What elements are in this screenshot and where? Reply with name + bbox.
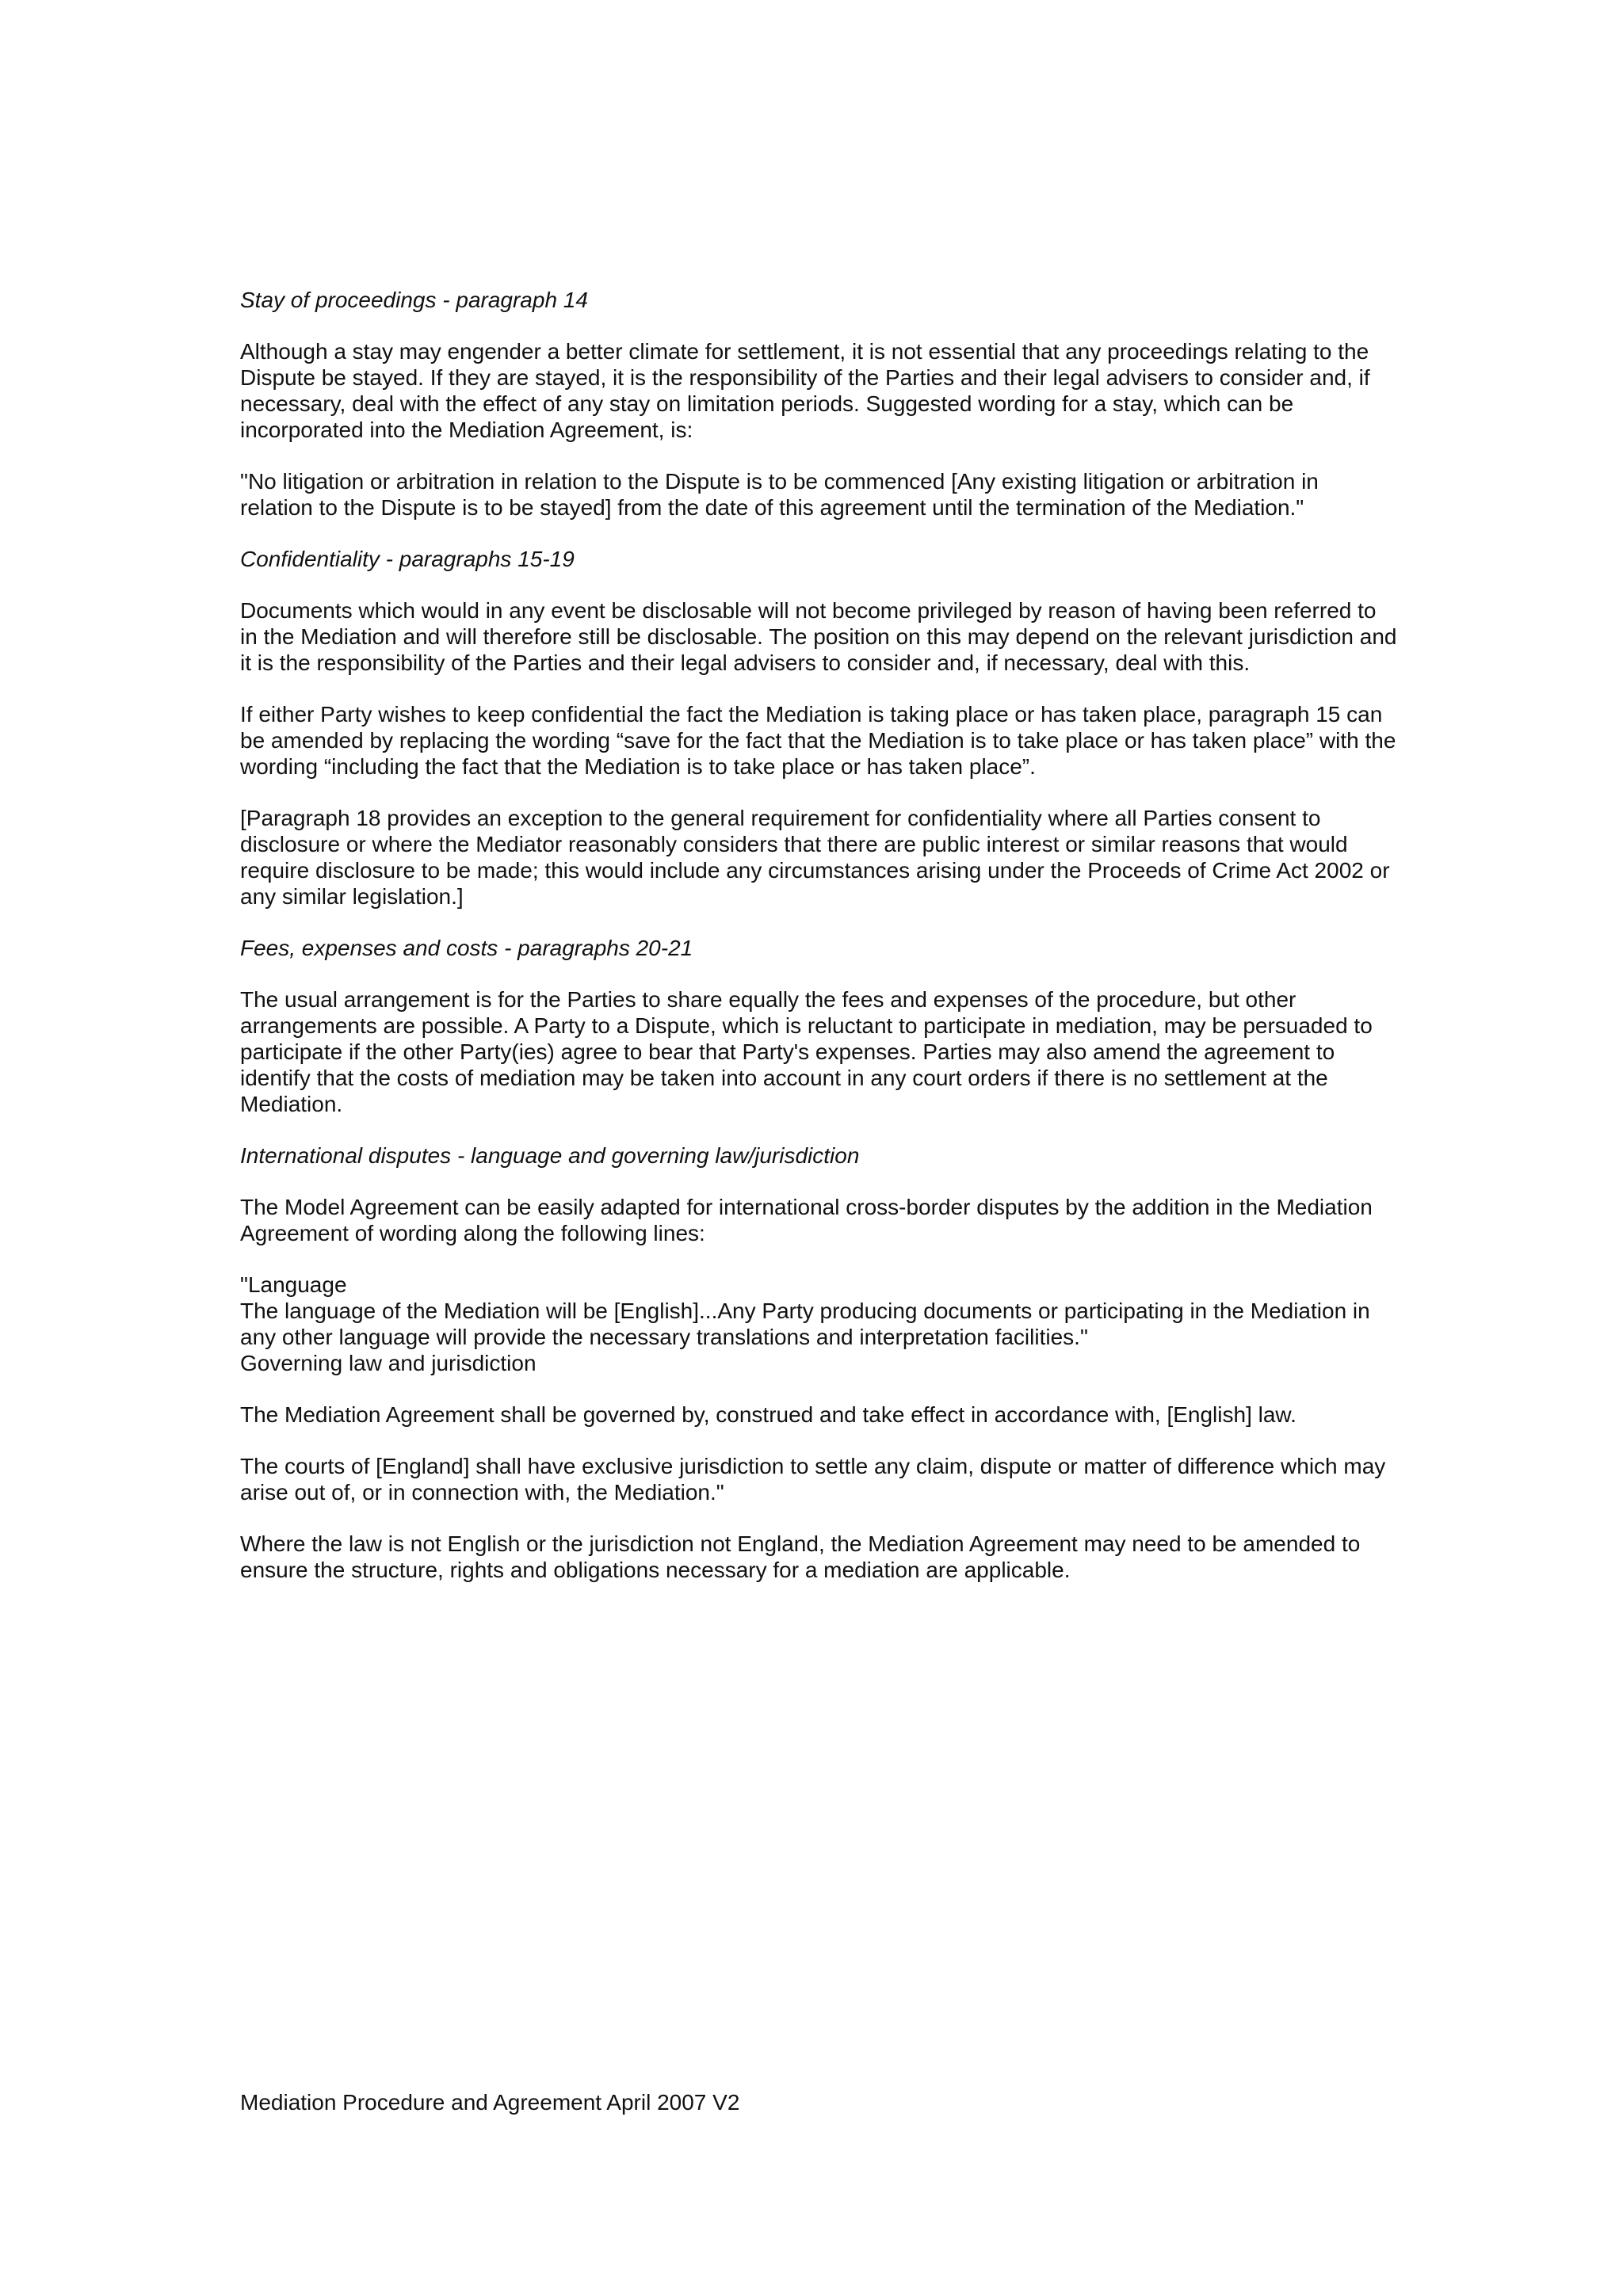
international-paragraph-1: The Model Agreement can be easily adapted for international cross-border disputes by the addition in the Mediation Agreement of wording along the following lines:: [240, 1195, 1373, 1245]
international-paragraph-2: The Mediation Agreement shall be governed by, construed and take effect in accordance with, [English] law.: [240, 1402, 1296, 1427]
international-paragraph-4: Where the law is not English or the jurisdiction not England, the Mediation Agreement may need to be amended to ensure the structure, rights and obligations necessary for a mediation are applicable.: [240, 1531, 1361, 1582]
stay-paragraph-2: "No litigation or arbitration in relation to the Dispute is to be commenced [Any existing litigation or arbitration in relation to the Dispute is to be stayed] from the date of this agreement until the termination of the Mediation.": [240, 469, 1319, 520]
confidentiality-paragraph-3: [Paragraph 18 provides an exception to the general requirement for confidentiality where all Parties consent to disclosure or where the Mediator reasonably considers that there are public interest or similar reasons that would require disclosure to be made; this would include any circumstances arising under the Proceeds of Crime Act 2002 or any similar legislation.]: [240, 806, 1390, 909]
stay-paragraph-1: Although a stay may engender a better climate for settlement, it is not essential that any proceedings relating to the Dispute be stayed. If they are stayed, it is the responsibility of the Parties and their legal advisers to consider and, if necessary, deal with the effect of any stay on limitation periods. Suggested wording for a stay, which can be incorporated into the Mediation Agreement, is:: [240, 339, 1370, 442]
language-title: "Language: [240, 1272, 347, 1297]
governing-law-title: Governing law and jurisdiction: [240, 1351, 537, 1375]
international-paragraph-3: The courts of [England] shall have exclusive jurisdiction to settle any claim, dispute or matter of difference which may arise out of, or in connection with, the Mediation.": [240, 1454, 1386, 1505]
language-text: The language of the Mediation will be [English]...Any Party producing documents or participating in the Mediation in any other language will provide the necessary translations and interpretation facilities.": [240, 1299, 1370, 1349]
document-body: [240, 287, 1397, 1608]
section-heading-international: International disputes - language and governing law/jurisdiction: [240, 1143, 860, 1168]
page-footer: Mediation Procedure and Agreement April 2007 V2: [240, 2090, 740, 2115]
section-heading-fees: Fees, expenses and costs - paragraphs 20-21: [240, 936, 693, 960]
fees-paragraph-1: The usual arrangement is for the Parties to share equally the fees and expenses of the procedure, but other arrangements are possible. A Party to a Dispute, which is reluctant to participate in mediation, may be persuaded to participate if the other Party(ies) agree to bear that Party's expenses. Parties may also amend the agreement to identify that the costs of mediation may be taken into account in any court orders if there is no settlement at the Mediation.: [240, 987, 1373, 1116]
section-heading-confidentiality: Confidentiality - paragraphs 15-19: [240, 547, 575, 571]
confidentiality-paragraph-2: If either Party wishes to keep confidential the fact the Mediation is taking place or has taken place, paragraph 15 can be amended by replacing the wording “save for the fact that the Mediation is to take place or has taken place” with the wording “including the fact that the Mediation is to take place or has taken place”.: [240, 702, 1396, 779]
confidentiality-paragraph-1: Documents which would in any event be disclosable will not become privileged by reason of having been referred to in the Mediation and will therefore still be disclosable. The position on this may depend on the relevant jurisdiction and it is the responsibility of the Parties and their legal advisers to consider and, if necessary, deal with this.: [240, 598, 1397, 675]
section-heading-stay: Stay of proceedings - paragraph 14: [240, 288, 588, 312]
